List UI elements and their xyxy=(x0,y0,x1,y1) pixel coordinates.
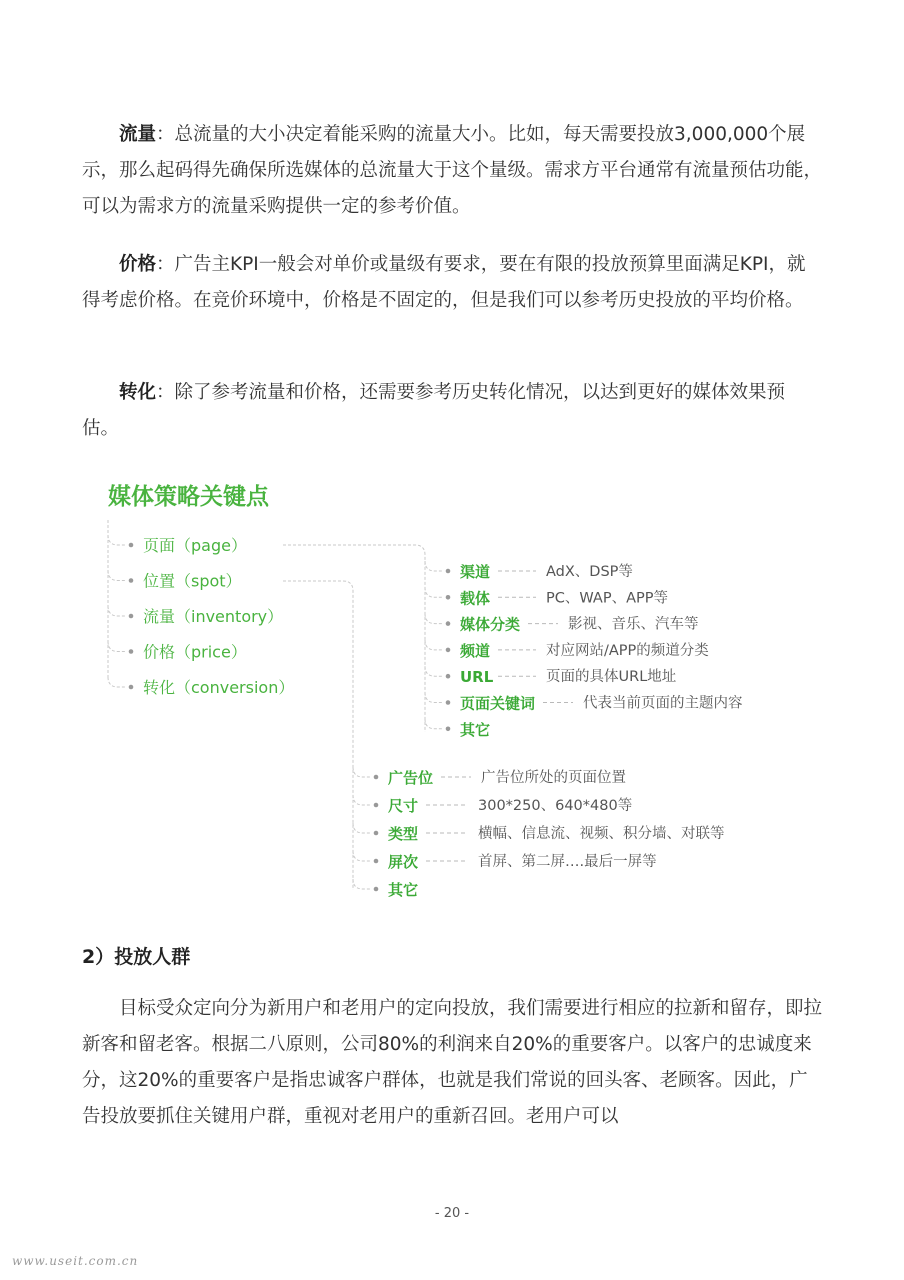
spot-branch-line xyxy=(283,581,353,890)
page-item-connector xyxy=(425,693,443,703)
spot-item-desc: 300*250、640*480等 xyxy=(478,798,633,814)
page-item-desc: PC、WAP、APP等 xyxy=(546,590,668,607)
term-price: 价格 xyxy=(119,254,157,275)
page-item-connector xyxy=(425,614,443,624)
page-item-desc: 页面的具体URL地址 xyxy=(546,669,677,686)
spot-items-group xyxy=(353,767,725,899)
page-item-bullet xyxy=(446,700,451,705)
page-item-bullet xyxy=(446,569,451,574)
page-number: - 20 - xyxy=(434,1206,470,1221)
spot-item-connector xyxy=(353,795,371,805)
level1-group xyxy=(108,535,294,697)
level1-item: 页面（page） xyxy=(143,536,247,555)
level1-bullet xyxy=(129,649,134,654)
level1-item: 流量（inventory） xyxy=(143,607,284,626)
page-item-desc: 对应网站/APP的频道分类 xyxy=(546,642,709,659)
level1-connector xyxy=(108,571,126,581)
page-item-label: 载体 xyxy=(460,589,491,608)
paragraph-conversion-text: ：除了参考流量和价格，还需要参考历史转化情况，以达到更好的媒体效果预估。 xyxy=(82,382,786,439)
page-item-label: 其它 xyxy=(460,720,491,739)
page-item-connector xyxy=(425,719,443,729)
spot-item-desc: 横幅、信息流、视频、积分墙、对联等 xyxy=(478,826,725,842)
page-item-bullet xyxy=(446,674,451,679)
page-item-desc: 影视、音乐、汽车等 xyxy=(568,616,699,633)
level1-bullet xyxy=(129,685,134,690)
level1-item: 价格（price） xyxy=(143,642,247,662)
level1-item: 转化（conversion） xyxy=(143,678,295,697)
page-item-label: 媒体分类 xyxy=(460,615,521,634)
page-items-group xyxy=(425,561,743,739)
level1-connector xyxy=(108,606,126,616)
paragraph-target-audience xyxy=(82,991,822,1135)
spot-item-label: 屏次 xyxy=(388,853,419,871)
level1-connector xyxy=(108,677,126,687)
media-strategy-diagram xyxy=(0,470,904,915)
spot-item-bullet xyxy=(374,775,379,780)
spot-item-label: 其它 xyxy=(388,881,419,899)
spot-item-connector xyxy=(353,767,371,777)
spot-item-desc: 广告位所处的页面位置 xyxy=(481,770,626,786)
spot-item-bullet xyxy=(374,831,379,836)
spot-item-connector xyxy=(353,879,371,889)
page-item-label: 页面关键词 xyxy=(460,694,536,713)
page-item-bullet xyxy=(446,595,451,600)
page-item-connector xyxy=(425,587,443,597)
spot-item-bullet xyxy=(374,803,379,808)
paragraph-target-audience-text: 目标受众定向分为新用户和老用户的定向投放，我们需要进行相应的拉新和留存，即拉新客和留老客。根据二八原则，公司80%的利润来自20%的重要客户。以客户的忠诚度来分，这20%的重要客户是指忠诚客户群体，也就是我们常说的回头客、老顾客。因此，广告投放要抓住关键用户群，重视对老用户的重新召回。老用户可以 xyxy=(82,998,823,1127)
level1-connector xyxy=(108,642,126,652)
page-item-label: URL xyxy=(460,668,494,687)
page-item-connector xyxy=(425,666,443,676)
page-item-bullet xyxy=(446,621,451,626)
spot-item-bullet xyxy=(374,887,379,892)
paragraph-traffic xyxy=(82,117,822,225)
level1-bullet xyxy=(129,614,134,619)
spot-item-connector xyxy=(353,823,371,833)
paragraph-traffic-text: ：总流量的大小决定着能采购的流量大小。比如，每天需要投放3,000,000个展示，那么起码得先确保所选媒体的总流量大于这个量级。需求方平台通常有流量预估功能，可以为需求方的流量采购提供一定的参考价值。 xyxy=(82,124,823,217)
term-conversion: 转化 xyxy=(119,382,157,403)
level1-bullet xyxy=(129,578,134,583)
page-item-desc: AdX、DSP等 xyxy=(546,564,633,580)
spot-item-bullet xyxy=(374,859,379,864)
spot-item-desc: 首屏、第二屏….最后一屏等 xyxy=(478,854,657,870)
spot-item-label: 类型 xyxy=(388,825,419,843)
level1-connector xyxy=(108,535,126,545)
section-heading: 2）投放人群 xyxy=(82,946,191,968)
paragraph-conversion xyxy=(82,375,822,447)
spot-item-label: 尺寸 xyxy=(388,797,419,815)
term-traffic: 流量 xyxy=(119,124,157,145)
diagram-title: 媒体策略关键点 xyxy=(108,484,269,510)
paragraph-price-text: ：广告主KPI一般会对单价或量级有要求，要在有限的投放预算里面满足KPI，就得考虑价格。在竞价环境中，价格是不固定的，但是我们可以参考历史投放的平均价格。 xyxy=(82,254,806,311)
page-item-desc: 代表当前页面的主题内容 xyxy=(583,695,743,712)
page-item-connector xyxy=(425,640,443,650)
page-item-label: 频道 xyxy=(460,641,491,660)
page-item-bullet xyxy=(446,727,451,732)
spot-item-connector xyxy=(353,851,371,861)
level1-bullet xyxy=(129,543,134,548)
page-item-label: 渠道 xyxy=(460,563,491,581)
paragraph-price xyxy=(82,247,822,319)
spot-item-label: 广告位 xyxy=(388,769,434,787)
page-item-bullet xyxy=(446,648,451,653)
level1-item: 位置（spot） xyxy=(143,571,242,591)
page-item-connector xyxy=(425,561,443,571)
watermark: www.useit.com.cn xyxy=(12,1254,139,1268)
page-branch-line xyxy=(283,545,425,732)
